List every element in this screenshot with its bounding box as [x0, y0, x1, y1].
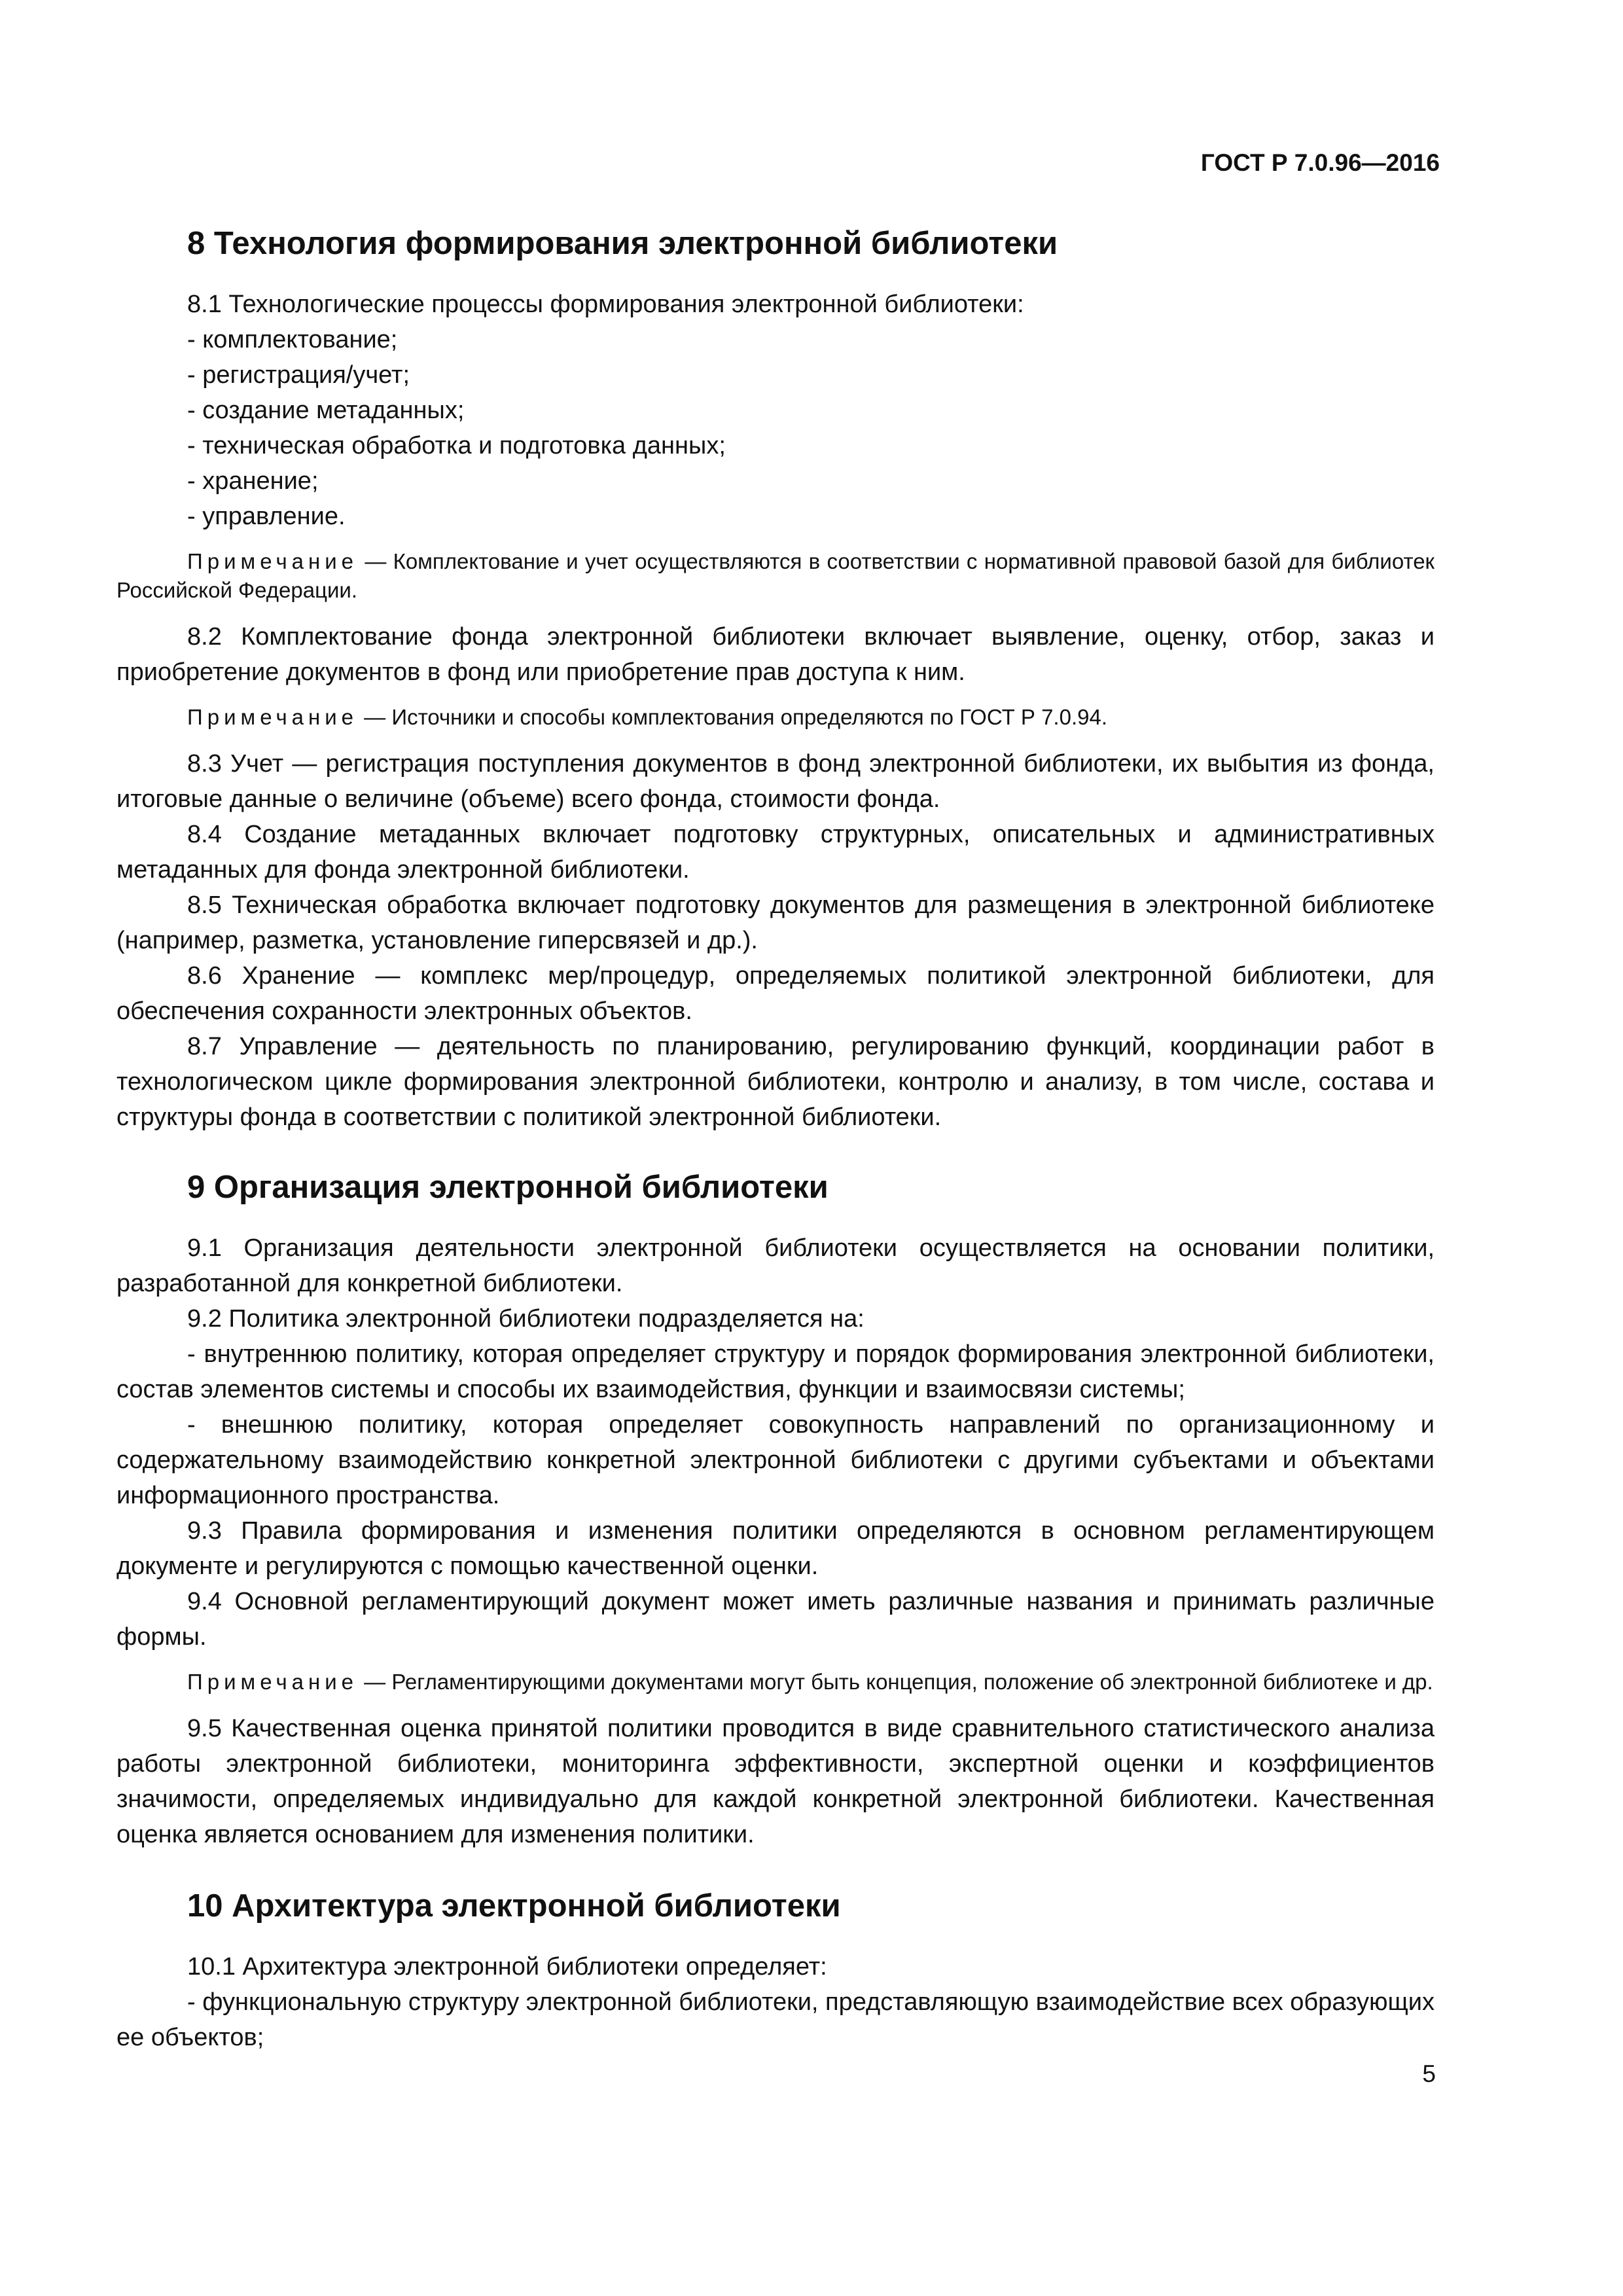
list-item: - функциональную структуру электронной библиотеки, представляющую взаимодействие всех образующих ее объектов; [116, 1988, 1435, 2051]
list-item: - комплектование; [187, 326, 398, 353]
list-item: - хранение; [187, 467, 319, 495]
note-3 [116, 1668, 1435, 1696]
paragraph-9-3: 9.3 Правила формирования и изменения политики определяются в основном регламентирующем документе и регулируются с помощью качественной оценки. [116, 1517, 1435, 1580]
paragraph-8-6: 8.6 Хранение — комплекс мер/процедур, определяемых политикой электронной библиотеки, для обеспечения сохранности электронных объектов. [116, 962, 1435, 1025]
list-item: - создание метаданных; [187, 397, 465, 424]
standard-code-header: ГОСТ Р 7.0.96—2016 [1200, 149, 1440, 176]
paragraph-9-4: 9.4 Основной регламентирующий документ может иметь различные названия и принимать различные формы. [116, 1588, 1435, 1651]
note-label: Примечание [187, 705, 359, 729]
paragraph-10-1: 10.1 Архитектура электронной библиотеки определяет: [187, 1953, 827, 1981]
paragraph-8-3: 8.3 Учет — регистрация поступления документов в фонд электронной библиотеки, их выбытия из фонда, итоговые данные о величине (объеме) всего фонда, стоимости фонда. [116, 750, 1435, 813]
list-item: - внешнюю политику, которая определяет совокупность направлений по организационному и содержательному взаимодействию конкретной электронной библиотеки с другими субъектами и объектами информационного пространства. [116, 1411, 1435, 1509]
section-8-title: 8 Технология формирования электронной библиотеки [187, 226, 1058, 261]
paragraph-9-1: 9.1 Организация деятельности электронной библиотеки осуществляется на основании политики, разработанной для конкретной библиотеки. [116, 1234, 1435, 1297]
paragraph-8-1: 8.1 Технологические процессы формирования электронной библиотеки: [187, 291, 1024, 318]
note-2 [116, 703, 1435, 732]
page-number: 5 [1422, 2060, 1436, 2087]
section-9-title: 9 Организация электронной библиотеки [187, 1170, 829, 1205]
note-text: — Комплектование и учет осуществляются в соответствии с нормативной правовой базой для библиотек Российской Федерации. [116, 549, 1435, 602]
list-item: - регистрация/учет; [187, 361, 410, 389]
note-text: — Регламентирующими документами могут быть концепция, положение об электронной библиотеке и др. [358, 1670, 1433, 1694]
list-item: - техническая обработка и подготовка данных; [187, 432, 726, 459]
section-10-title: 10 Архитектура электронной библиотеки [187, 1888, 841, 1924]
paragraph-8-4: 8.4 Создание метаданных включает подготовку структурных, описательных и административных метаданных для фонда электронной библиотеки. [116, 821, 1435, 884]
paragraph-8-2: 8.2 Комплектование фонда электронной библиотеки включает выявление, оценку, отбор, заказ и приобретение документов в фонд или приобретение прав доступа к ним. [116, 623, 1435, 686]
paragraph-9-5: 9.5 Качественная оценка принятой политики проводится в виде сравнительного статистического анализа работы электронной библиотеки, мониторинга эффективности, экспертной оценки и коэффициентов значимости, определяемых индивидуально для каждой конкретной электронной библиотеки. Качественная оценка является основанием для изменения политики. [116, 1715, 1435, 1848]
note-text: — Источники и способы комплектования определяются по ГОСТ Р 7.0.94. [358, 705, 1107, 729]
page-content [116, 216, 1435, 2055]
note-1 [116, 547, 1435, 605]
paragraph-8-7: 8.7 Управление — деятельность по планированию, регулированию функций, координации работ в технологическом цикле формирования электронной библиотеки, контролю и анализу, в том числе, состава и структуры фонда в соответствии с политикой электронной библиотеки. [116, 1033, 1435, 1131]
paragraph-9-2: 9.2 Политика электронной библиотеки подразделяется на: [187, 1305, 865, 1333]
list-item: - управление. [187, 503, 346, 530]
paragraph-8-5: 8.5 Техническая обработка включает подготовку документов для размещения в электронной библиотеке (например, разметка, установление гиперсвязей и др.). [116, 891, 1435, 954]
note-label: Примечание [187, 549, 359, 573]
list-item: - внутреннюю политику, которая определяет структуру и порядок формирования электронной библиотеки, состав элементов системы и способы их взаимодействия, функции и взаимосвязи системы; [116, 1340, 1435, 1403]
note-label: Примечание [187, 1670, 359, 1694]
